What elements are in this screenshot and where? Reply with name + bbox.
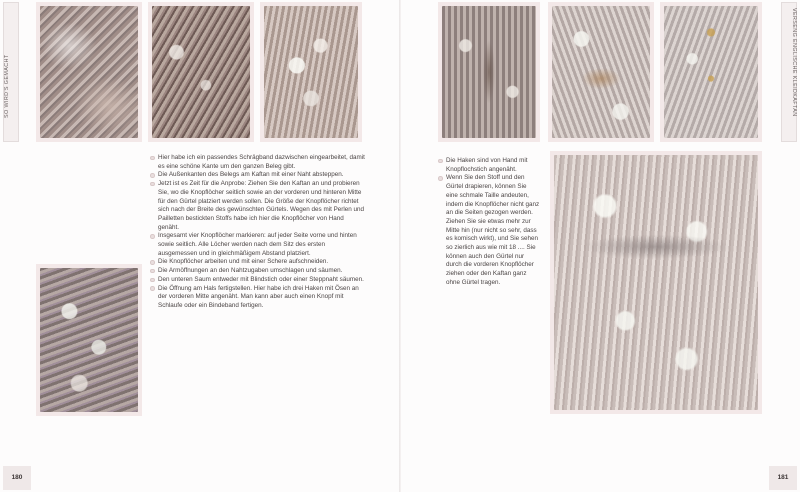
photo-frame: [548, 2, 654, 142]
photo-frame: [260, 2, 362, 142]
step-text: Wenn Sie den Stoff und den Gürtel drapieren, können Sie eine schmale Taille andeuten, indem die Knopflöcher nicht ganz an die Seiten gezogen werden. Ziehen Sie sie etwas mehr zur Mitte hin (nur nicht so sehr, dass es komisch wirkt), und Sie sehen so zierlich aus wie mit 18 .... Sie können auch den Gürtel nur durch die vorderen Knopflöcher ziehen oder den Kaftan ganz ohne Gürtel tragen.: [446, 174, 540, 286]
bullet-icon: [150, 260, 155, 265]
bullet-icon: [150, 234, 155, 239]
right-page-number: 181: [777, 474, 789, 481]
step-text: Die Haken sind von Hand mit Knopflochstich angenäht.: [446, 157, 528, 173]
step-text: Den unteren Saum entweder mit Blindstich oder einer Steppnaht säumen.: [158, 275, 364, 283]
photo-frame: [148, 2, 254, 142]
instruction-step: [150, 171, 365, 180]
step-text: Jetzt ist es Zeit für die Anprobe: Ziehen Sie den Kaftan an und probieren Sie, wo die Knopflöcher seitlich sowie an der vorderen und hinteren Mitte für den Gürtel platziert werden sollen. Die Größe der Knopflöcher richtet sich nach der Breite des gewünschten Gürtels. Wegen des mit Perlen und Pailletten bestickten Stoffs habe ich hier die Knopflöcher von Hand genäht.: [158, 180, 365, 231]
left-section-label: SO WIRD'S GEMACHT: [4, 54, 10, 118]
step-text: Die Knopflöcher arbeiten und mit einer Schere aufschneiden.: [158, 258, 329, 266]
bullet-icon: [150, 173, 155, 178]
instruction-step: [150, 154, 365, 171]
photo-frame: [36, 2, 142, 142]
photo-frame: [550, 151, 762, 414]
left-instructions: [150, 154, 365, 311]
step-text: Hier habe ich ein passendes Schrägband dazwischen eingearbeitet, damit es eine schöne Kante um den ganzen Beleg gibt.: [158, 154, 365, 170]
photo-sequin-facing-seam: [152, 6, 250, 138]
bullet-icon: [150, 156, 155, 161]
bullet-icon: [150, 278, 155, 283]
instruction-step: [150, 276, 365, 285]
instruction-step: [150, 267, 365, 276]
bullet-icon: [438, 176, 443, 181]
photo-belted-kaftan: [554, 155, 758, 410]
step-text: Insgesamt vier Knopflöcher markieren: auf jeder Seite vorne und hinten sowie seitlich. Alle Löcher werden nach dem Sitz des ersten ausgemessen und in gleichmäßigem Abstand platziert.: [158, 232, 357, 257]
bullet-icon: [438, 159, 443, 164]
photo-gold-hook-detail: [552, 6, 650, 138]
instruction-step: [150, 258, 365, 267]
left-page-number: 180: [11, 474, 23, 481]
photo-sequin-hem-detail: [264, 6, 358, 138]
photo-bias-binding-edge: [40, 6, 138, 138]
photo-frame: [660, 2, 762, 142]
photo-hook-closures-front: [442, 6, 536, 138]
bullet-icon: [150, 286, 155, 291]
photo-hooks-along-front: [664, 6, 758, 138]
photo-frame: [438, 2, 540, 142]
instruction-step: [150, 180, 365, 232]
page-gutter: [399, 0, 401, 492]
step-text: Die Armöffnungen an den Nahtzugaben umschlagen und säumen.: [158, 267, 343, 275]
right-instructions: [438, 157, 540, 288]
step-text: Die Außenkanten des Belegs am Kaftan mit einer Naht absteppen.: [158, 171, 344, 179]
step-text: Die Öffnung am Hals fertigstellen. Hier habe ich drei Haken mit Ösen an der vorderen Mitte angenäht. Man kann aber auch einen Knopf mit Schlaufe oder ein Bindeband fertigen.: [158, 284, 359, 309]
instruction-step: [150, 285, 365, 311]
instruction-step: [438, 157, 540, 174]
right-section-label: VERSENG ENGLISCHE KLEIDKAFTAN: [791, 8, 797, 117]
bullet-icon: [150, 182, 155, 187]
photo-frame: [36, 264, 142, 416]
photo-sequin-lining-detail: [40, 268, 138, 412]
instruction-step: [438, 174, 540, 287]
bullet-icon: [150, 269, 155, 274]
instruction-step: [150, 232, 365, 258]
